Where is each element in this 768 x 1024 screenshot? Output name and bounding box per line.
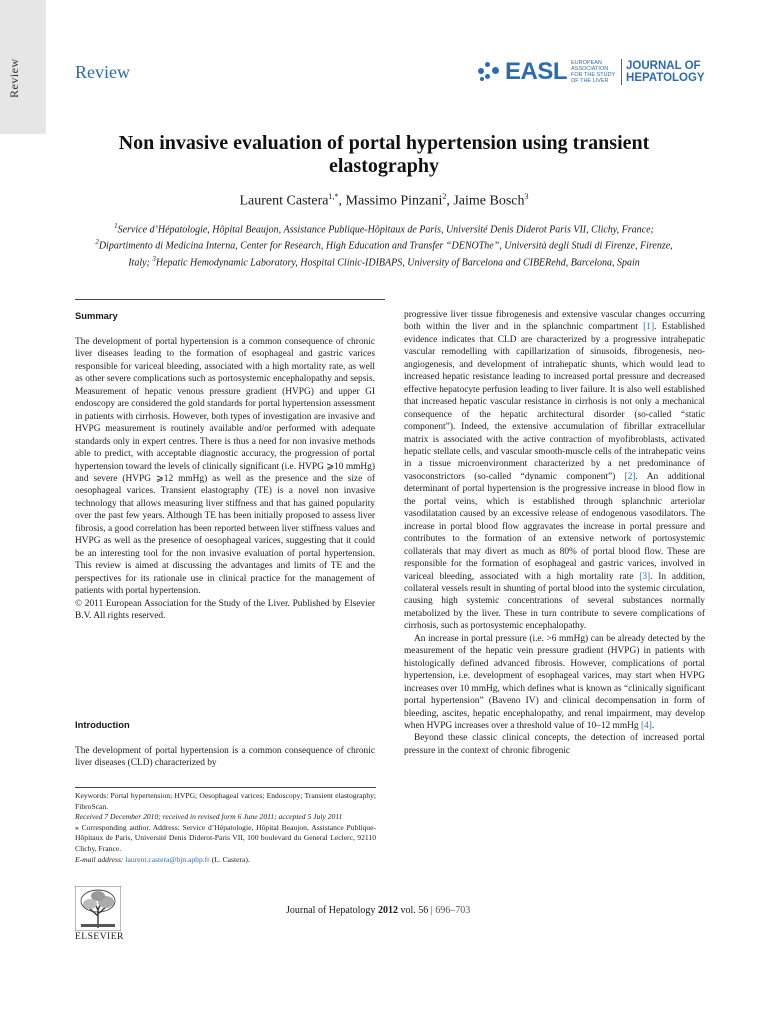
journal-pages: | 696–703 (430, 905, 471, 916)
author-list: Laurent Castera$^{1,*}$, Massimo Pinzani$^2$, Jaime Bosch$^3$ (239, 192, 529, 209)
affil-sup: 2 (95, 238, 99, 247)
section-label: Review (75, 62, 130, 82)
summary-heading: Summary (75, 310, 118, 321)
affiliation-2: Dipartimento di Medicina Interna, Center for Research, High Education and Transfer “DENOThe”, Università degli Studi di Firenze, Firenze, Italy; (98, 240, 673, 268)
easl-logo-icon (478, 60, 504, 84)
author-sup: 2 (442, 192, 447, 201)
footnotes (75, 791, 376, 865)
text-run: . An additional determinant of portal hypertension is the progressive increase in blood flow in the portal veins, which is established through splanchnic arteriolar vasodilatation caused by an excessive release of endogenous vasodilators. The increase in portal blood flow aggravates the increase in portal pressure and contributes to the formation of an extensive network of portosystemic collaterals that may divert as much as 80% of portal blood flow. These are responsible for the formation of esophageal and gastric varices, involved in variceal bleeding, associated with a high mortality rate (404, 471, 705, 582)
text-run: . (651, 720, 655, 731)
footnote-rule (75, 787, 376, 788)
introduction-heading: Introduction (75, 719, 130, 730)
summary-top-rule (75, 299, 385, 300)
copyright-text: © 2011 European Association for the Study of the Liver. Published by Elsevier B.V. All rights reserved. (75, 598, 375, 621)
email-label: E-mail address: (75, 854, 126, 864)
page-range: 696–703 (435, 905, 471, 916)
keywords: Keywords: Portal hypertension; HVPG; Oesophageal varices; Endoscopy; Transient elastography; FibroScan. (75, 791, 376, 811)
body-paragraph (404, 633, 705, 733)
right-column (404, 309, 705, 757)
reference-link[interactable]: [1] (643, 322, 655, 333)
author-name: Jaime Bosch (453, 193, 525, 209)
article-title: Non invasive evaluation of portal hypertension using transient elastography (118, 132, 650, 177)
affiliation-3: Hepatic Hemodynamic Laboratory, Hospital Clínic-IDIBAPS, University of Barcelona and CIBERehd, Barcelona, Spain (155, 256, 640, 268)
summary-body (75, 336, 375, 622)
text-run: . In addition, collateral vessels result in shunting of portal blood into the systemic circulation, causing high systemic concentrations of several substances normally metabolized by the liver. These in turn contribute to severe complications of cirrhosis, such as portosystemic encephalopathy. (404, 571, 705, 632)
reference-link[interactable]: [3] (639, 571, 651, 582)
reference-link[interactable]: [2] (624, 471, 636, 482)
journal-year: 2012 (377, 905, 398, 916)
reference-link[interactable]: [4] (640, 720, 652, 731)
review-side-tab (0, 0, 46, 134)
logo-easl-text: EASL (505, 58, 568, 85)
body-paragraph (404, 309, 705, 633)
introduction-text: The development of portal hypertension is a common consequence of chronic liver diseases (CLD) characterized by (75, 746, 375, 769)
logo-journal-name (626, 60, 705, 84)
text-run: An increase in portal pressure (i.e. >6 mmHg) can be already detected by the measurement of the hepatic vein pressure gradient (HVPG) in patients with histologically defined advanced fibrosis. However, complications of portal hypertension, i.e. development of esophageal varices, may start when HVPG increases over 10 mmHg, which defines what is known as “clinically significant portal hypertension” (Baveno IV) and clinical decompensation in form of bleeding, ascites, hepatic encephalopathy, and renal impairment, may develop when HVPG increases over a threshold value of 10–12 mmHg (404, 633, 705, 731)
side-tab-label: Review (7, 58, 21, 98)
author-name: Massimo Pinzani (345, 193, 443, 209)
elsevier-tree-icon (75, 886, 121, 931)
affil-sup: 1 (114, 222, 118, 230)
journal-name: Journal of Hepatology (286, 905, 378, 916)
affil-sup: 3 (152, 254, 156, 263)
email-link[interactable]: laurent.castera@bjn.aphp.fr (125, 854, 210, 864)
journal-citation (286, 905, 470, 916)
journal-volume: vol. 56 (397, 905, 431, 916)
elsevier-name: ELSEVIER (75, 932, 124, 942)
logo-journal-line2: HEPATOLOGY (626, 72, 705, 84)
summary-text: The development of portal hypertension is a common consequence of chronic liver diseases leading to the formation of esophageal and gastric varices responsible for variceal bleeding, associated with a high mortality rate, as well as other severe complications such as portosystemic encephalopathy and sepsis. Measurement of hepatic venous pressure gradient (HVPG) and upper GI endoscopy are considered the gold standards for portal hypertension assessment in patients with cirrhosis. However, both types of investigation are invasive and HVPG measurement is routinely available and/or performed with adequate standards only in expert centres. There is thus a need for non invasive methods able to predict, with acceptable diagnostic accuracy, the progression of portal hypertension toward the levels of clinically significant (i.e. HVPG ⩾10 mmHg) and severe (HVPG ⩾12 mmHg) as well as the presence and the size of oesophageal varices. Transient elastography (TE) is a novel non invasive technology that allows measuring liver stiffness and that has gained popularity over the past few years. Although TE has been initially proposed to assess liver fibrosis, a good correlation has been reported between liver stiffness values and HVPG as well as the presence of oesophageal varices, suggesting that it could be an interesting tool for the non invasive evaluation of portal hypertension. This review is aimed at discussing the advantages and limits of TE and the perspectives for its rationale use in clinical practice for the management of patients with portal hypertension. (75, 337, 375, 597)
logo-journal-line1: JOURNAL OF (626, 60, 701, 72)
corresponding-author: ⁎ Corresponding author. Address: Service d’Hépatologie, Hôpital Beaujon, Assistance Publique-Hôpitaux de Paris, Université Denis Diderot-Paris VII, 100 boulevard du General Leclerc, 92110 Clichy, France. (75, 822, 376, 853)
author-sup: 1,* (328, 192, 339, 201)
body-paragraph: Beyond these classic clinical concepts, the detection of increased portal pressure in the context of chronic fibrogenic (404, 733, 705, 756)
email-suffix: (L. Castera). (209, 854, 250, 864)
affiliations (90, 220, 678, 269)
author-name: Laurent Castera (239, 193, 329, 209)
elsevier-logo (75, 886, 125, 944)
text-run: progressive liver tissue fibrogenesis and extensive vascular changes occurring both within the liver and in the splanchnic compartment (404, 310, 705, 333)
received-dates: Received 7 December 2010; received in revised form 6 June 2011; accepted 5 July 2011 (75, 812, 343, 822)
email-line (75, 855, 376, 866)
logo-divider (621, 59, 622, 85)
text-run: . Established evidence indicates that CLD are characterized by a progressive intrahepatic vascular remodelling with capillarization of sinusoids, fibrogenesis, neo-angiogenesis, and development of intrahepatic shunts, which would lead to increased hepatic resistance leading to increased portal pressure and decreased effective hepatocyte perfusion leading to liver failure. It is also well established that increased hepatic vascular resistance in cirrhosis is not only a mechanical consequence of the hepatic architectural disorder (so-called “static component”). Indeed, the extensive accumulation of fibrillar extracellular matrix is associated with the active contraction of myofibroblasts, activated hepatic stellate cells, and vascular smooth-muscle cells of the intrahepatic veins in a tissue microenvironment characterized by a net predominance of vasoconstrictors (so-called “dynamic component”) (404, 322, 705, 482)
author-sup: 3 (524, 192, 529, 201)
logo-association-text: EUROPEAN ASSOCIATION FOR THE STUDY OF THE LIVER (571, 60, 616, 84)
affiliation-1: Service d’Hépatologie, Hôpital Beaujon, Assistance Publique-Hôpitaux de Paris, Université Denis Diderot Paris VII, Clichy, France; (117, 224, 654, 236)
introduction-body (75, 745, 375, 770)
journal-logo (478, 55, 718, 89)
